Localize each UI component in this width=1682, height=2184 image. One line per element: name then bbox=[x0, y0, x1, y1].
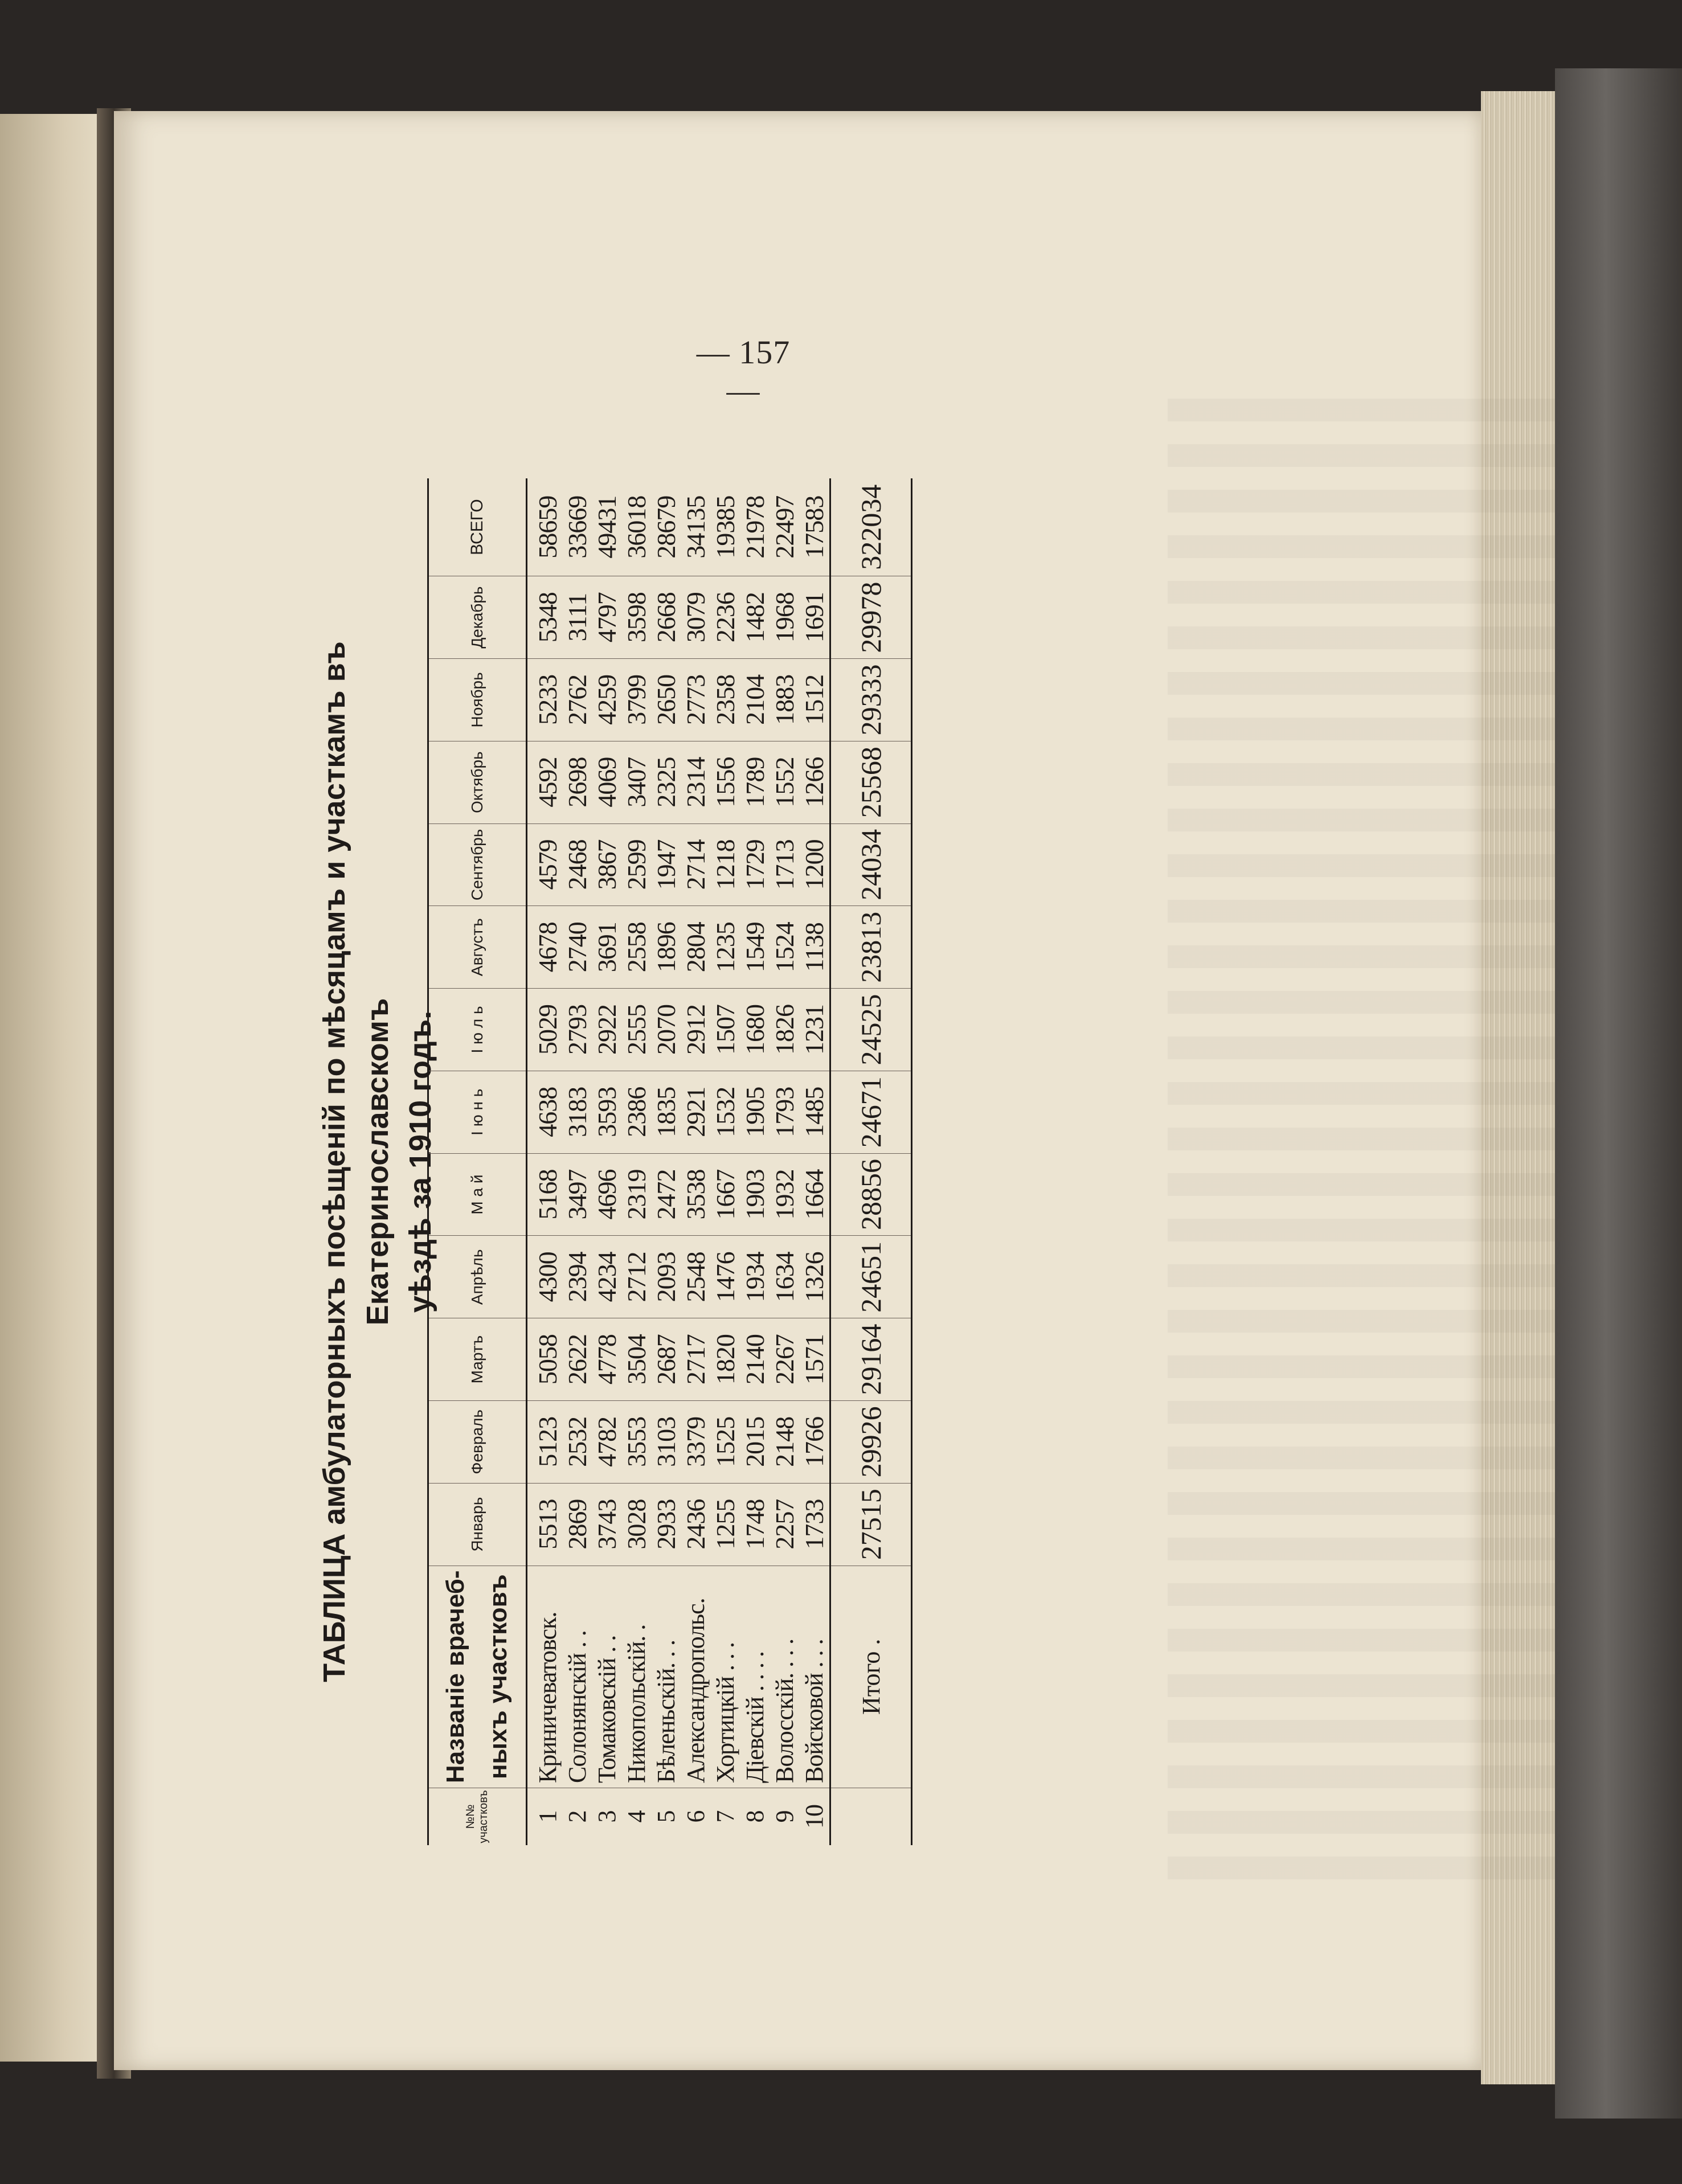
month-value-cell: 2558 bbox=[622, 906, 652, 989]
month-value-cell: 1947 bbox=[652, 823, 681, 906]
visits-table bbox=[427, 478, 912, 1845]
month-value-cell: 2015 bbox=[740, 1401, 770, 1484]
month-value-cell: 2687 bbox=[652, 1318, 681, 1401]
month-value-cell: 4696 bbox=[592, 1153, 622, 1236]
month-value-cell: 3593 bbox=[592, 1071, 622, 1153]
footer-cell: 29978 bbox=[830, 576, 912, 659]
table-row bbox=[592, 478, 622, 1845]
header-total: ВСЕГО bbox=[428, 478, 527, 576]
month-value-cell: 5348 bbox=[527, 576, 563, 659]
district-name-cell: Бѣленьскій. . . bbox=[652, 1566, 681, 1788]
month-value-cell: 2148 bbox=[770, 1401, 800, 1484]
footer-cell: 28856 bbox=[830, 1153, 912, 1236]
month-value-cell: 3111 bbox=[563, 576, 592, 659]
month-value-cell: 2933 bbox=[652, 1483, 681, 1566]
table-row bbox=[652, 478, 681, 1845]
footer-cell: 24034 bbox=[830, 823, 912, 906]
district-number-cell: 8 bbox=[740, 1788, 770, 1845]
rotated-table-block bbox=[313, 478, 1190, 1845]
footer-cell: 27515 bbox=[830, 1483, 912, 1566]
month-value-cell: 1532 bbox=[711, 1071, 740, 1153]
month-value-cell: 1968 bbox=[770, 576, 800, 659]
header-month: Ноябрь bbox=[428, 658, 527, 741]
month-value-cell: 3028 bbox=[622, 1483, 652, 1566]
table-row bbox=[681, 478, 711, 1845]
month-value-cell: 1512 bbox=[800, 658, 830, 741]
month-value-cell: 2793 bbox=[563, 989, 592, 1071]
month-value-cell: 1549 bbox=[740, 906, 770, 989]
month-value-cell: 2386 bbox=[622, 1071, 652, 1153]
book-cover-edge bbox=[1555, 68, 1682, 2119]
month-value-cell: 2257 bbox=[770, 1483, 800, 1566]
month-value-cell: 4638 bbox=[527, 1071, 563, 1153]
table-row bbox=[740, 478, 770, 1845]
district-number-cell: 5 bbox=[652, 1788, 681, 1845]
footer-cell: 29333 bbox=[830, 658, 912, 741]
month-value-cell: 2869 bbox=[563, 1483, 592, 1566]
row-total-cell: 21978 bbox=[740, 495, 770, 559]
month-value-cell: 2472 bbox=[652, 1153, 681, 1236]
month-value-cell: 4069 bbox=[592, 741, 622, 823]
district-number-cell: 9 bbox=[770, 1788, 800, 1845]
table-row bbox=[770, 478, 800, 1845]
table-row bbox=[527, 478, 563, 1845]
page-number: — 157— bbox=[696, 334, 791, 409]
footer-cell: 24525 bbox=[830, 989, 912, 1071]
month-value-cell: 2698 bbox=[563, 741, 592, 823]
district-number-cell: 7 bbox=[711, 1788, 740, 1845]
month-value-cell: 1524 bbox=[770, 906, 800, 989]
month-value-cell: 1680 bbox=[740, 989, 770, 1071]
district-number-cell: 3 bbox=[592, 1788, 622, 1845]
month-value-cell: 1766 bbox=[800, 1401, 830, 1484]
month-value-cell: 2394 bbox=[563, 1236, 592, 1318]
month-value-cell: 3103 bbox=[652, 1401, 681, 1484]
month-value-cell: 1748 bbox=[740, 1483, 770, 1566]
month-value-cell: 3079 bbox=[681, 576, 711, 659]
month-value-cell: 1485 bbox=[800, 1071, 830, 1153]
month-value-cell: 2740 bbox=[563, 906, 592, 989]
month-value-cell: 4782 bbox=[592, 1401, 622, 1484]
month-value-cell: 2548 bbox=[681, 1236, 711, 1318]
header-month: Октябрь bbox=[428, 741, 527, 823]
month-value-cell: 2319 bbox=[622, 1153, 652, 1236]
month-value-cell: 3504 bbox=[622, 1318, 652, 1401]
footer-cell: 29926 bbox=[830, 1401, 912, 1484]
month-value-cell: 1733 bbox=[800, 1483, 830, 1566]
month-value-cell: 1934 bbox=[740, 1236, 770, 1318]
table-title-line-1: ТАБЛИЦА амбулаторныхъ посѣщеній по мѣсяцамъ и участкамъ въ Екатеринославскомъ bbox=[317, 641, 395, 1682]
month-value-cell: 1664 bbox=[800, 1153, 830, 1236]
month-value-cell: 2712 bbox=[622, 1236, 652, 1318]
row-total-cell: 49431 bbox=[592, 495, 621, 559]
header-month: Январь bbox=[428, 1483, 527, 1566]
month-value-cell: 1789 bbox=[740, 741, 770, 823]
header-month: М а й bbox=[428, 1153, 527, 1236]
district-number-cell: 2 bbox=[563, 1788, 592, 1845]
month-value-cell: 1200 bbox=[800, 823, 830, 906]
table-title-line-2: уѣздѣ за 1910 годъ. bbox=[403, 1010, 438, 1313]
month-value-cell: 1826 bbox=[770, 989, 800, 1071]
month-value-cell: 1634 bbox=[770, 1236, 800, 1318]
month-value-cell: 4300 bbox=[527, 1236, 563, 1318]
district-number-cell: 6 bbox=[681, 1788, 711, 1845]
header-month: Февраль bbox=[428, 1401, 527, 1484]
row-total-cell: 22497 bbox=[770, 495, 799, 559]
month-value-cell: 3598 bbox=[622, 576, 652, 659]
month-value-cell: 2622 bbox=[563, 1318, 592, 1401]
month-value-cell: 1667 bbox=[711, 1153, 740, 1236]
month-value-cell: 5029 bbox=[527, 989, 563, 1071]
month-value-cell: 2358 bbox=[711, 658, 740, 741]
header-district-name-line-1: Названіе врачеб- bbox=[441, 1570, 470, 1784]
month-value-cell: 2668 bbox=[652, 576, 681, 659]
month-value-cell: 2599 bbox=[622, 823, 652, 906]
month-value-cell: 4797 bbox=[592, 576, 622, 659]
district-number-cell: 10 bbox=[800, 1788, 830, 1845]
month-value-cell: 1255 bbox=[711, 1483, 740, 1566]
month-value-cell: 1476 bbox=[711, 1236, 740, 1318]
month-value-cell: 1793 bbox=[770, 1071, 800, 1153]
footer-cell: 23813 bbox=[830, 906, 912, 989]
footer-label: Итого . bbox=[830, 1566, 912, 1788]
table-row bbox=[622, 478, 652, 1845]
row-total-cell: 19385 bbox=[711, 495, 740, 559]
month-value-cell: 2104 bbox=[740, 658, 770, 741]
table-row bbox=[711, 478, 740, 1845]
footer-blank-cell bbox=[830, 1788, 912, 1845]
bleed-through bbox=[1168, 399, 1566, 1879]
month-value-cell: 1507 bbox=[711, 989, 740, 1071]
month-value-cell: 1905 bbox=[740, 1071, 770, 1153]
month-value-cell: 2762 bbox=[563, 658, 592, 741]
month-value-cell: 1218 bbox=[711, 823, 740, 906]
month-value-cell: 4234 bbox=[592, 1236, 622, 1318]
footer-grand-total: 322034 bbox=[830, 478, 912, 576]
month-value-cell: 3379 bbox=[681, 1401, 711, 1484]
month-value-cell: 5058 bbox=[527, 1318, 563, 1401]
header-district-name bbox=[428, 1566, 527, 1788]
month-value-cell: 4259 bbox=[592, 658, 622, 741]
month-value-cell: 1326 bbox=[800, 1236, 830, 1318]
month-value-cell: 2650 bbox=[652, 658, 681, 741]
month-value-cell: 2717 bbox=[681, 1318, 711, 1401]
month-value-cell: 3183 bbox=[563, 1071, 592, 1153]
month-value-cell: 3538 bbox=[681, 1153, 711, 1236]
header-month: Мартъ bbox=[428, 1318, 527, 1401]
month-value-cell: 1235 bbox=[711, 906, 740, 989]
header-month: Сентябрь bbox=[428, 823, 527, 906]
month-value-cell: 5233 bbox=[527, 658, 563, 741]
month-value-cell: 2804 bbox=[681, 906, 711, 989]
district-name-cell: Діевскій . . . . bbox=[740, 1566, 770, 1788]
month-value-cell: 2921 bbox=[681, 1071, 711, 1153]
district-name-cell: Хортицкій . . . bbox=[711, 1566, 740, 1788]
header-month: Августъ bbox=[428, 906, 527, 989]
month-value-cell: 2267 bbox=[770, 1318, 800, 1401]
month-value-cell: 2555 bbox=[622, 989, 652, 1071]
district-name-cell: Криничеватовск. bbox=[527, 1566, 563, 1788]
month-value-cell: 2436 bbox=[681, 1483, 711, 1566]
month-value-cell: 3867 bbox=[592, 823, 622, 906]
footer-cell: 25568 bbox=[830, 741, 912, 823]
month-value-cell: 1571 bbox=[800, 1318, 830, 1401]
header-row bbox=[428, 478, 527, 1845]
row-total-cell: 28679 bbox=[652, 495, 681, 559]
district-number-cell: 1 bbox=[527, 1788, 563, 1845]
row-total-cell: 58659 bbox=[533, 495, 562, 559]
month-value-cell: 1691 bbox=[800, 576, 830, 659]
footer-cell: 29164 bbox=[830, 1318, 912, 1401]
month-value-cell: 3497 bbox=[563, 1153, 592, 1236]
month-value-cell: 2070 bbox=[652, 989, 681, 1071]
month-value-cell: 4678 bbox=[527, 906, 563, 989]
row-total-cell: 33669 bbox=[563, 495, 592, 559]
month-value-cell: 1896 bbox=[652, 906, 681, 989]
table-title bbox=[313, 478, 443, 1845]
month-value-cell: 2922 bbox=[592, 989, 622, 1071]
header-month: Апрѣль bbox=[428, 1236, 527, 1318]
header-district-name-line-2: ныхъ участковъ bbox=[484, 1574, 512, 1780]
month-value-cell: 1820 bbox=[711, 1318, 740, 1401]
month-value-cell: 1525 bbox=[711, 1401, 740, 1484]
month-value-cell: 2773 bbox=[681, 658, 711, 741]
month-value-cell: 2325 bbox=[652, 741, 681, 823]
month-value-cell: 1482 bbox=[740, 576, 770, 659]
district-name-cell: Томаковскій . . bbox=[592, 1566, 622, 1788]
footer-cell: 24671 bbox=[830, 1071, 912, 1153]
month-value-cell: 2532 bbox=[563, 1401, 592, 1484]
month-value-cell: 2468 bbox=[563, 823, 592, 906]
table-row bbox=[800, 478, 830, 1845]
month-value-cell: 5168 bbox=[527, 1153, 563, 1236]
district-name-cell: Никопольскій. . bbox=[622, 1566, 652, 1788]
district-number-cell: 4 bbox=[622, 1788, 652, 1845]
header-district-number: №№ участковъ bbox=[428, 1788, 527, 1845]
month-value-cell: 3799 bbox=[622, 658, 652, 741]
month-value-cell: 2140 bbox=[740, 1318, 770, 1401]
month-value-cell: 4778 bbox=[592, 1318, 622, 1401]
month-value-cell: 1266 bbox=[800, 741, 830, 823]
month-value-cell: 2714 bbox=[681, 823, 711, 906]
row-total-cell: 17583 bbox=[800, 495, 829, 559]
month-value-cell: 4592 bbox=[527, 741, 563, 823]
month-value-cell: 3407 bbox=[622, 741, 652, 823]
month-value-cell: 1231 bbox=[800, 989, 830, 1071]
district-name-cell: Волосскій. . . . bbox=[770, 1566, 800, 1788]
month-value-cell: 2236 bbox=[711, 576, 740, 659]
month-value-cell: 2912 bbox=[681, 989, 711, 1071]
header-month: Декабрь bbox=[428, 576, 527, 659]
month-value-cell: 3553 bbox=[622, 1401, 652, 1484]
month-value-cell: 5123 bbox=[527, 1401, 563, 1484]
footer-cell: 24651 bbox=[830, 1236, 912, 1318]
row-total-cell: 36018 bbox=[622, 495, 651, 559]
visits-table-wrap bbox=[427, 478, 912, 1845]
left-page-edge bbox=[0, 114, 108, 2062]
month-value-cell: 3743 bbox=[592, 1483, 622, 1566]
month-value-cell: 1932 bbox=[770, 1153, 800, 1236]
month-value-cell: 4579 bbox=[527, 823, 563, 906]
month-value-cell: 1835 bbox=[652, 1071, 681, 1153]
month-value-cell: 1713 bbox=[770, 823, 800, 906]
month-value-cell: 2314 bbox=[681, 741, 711, 823]
footer-row bbox=[830, 478, 912, 1845]
month-value-cell: 5513 bbox=[527, 1483, 563, 1566]
month-value-cell: 1552 bbox=[770, 741, 800, 823]
header-month: І ю н ь bbox=[428, 1071, 527, 1153]
table-body bbox=[527, 478, 830, 1845]
district-name-cell: Войсковой . . . bbox=[800, 1566, 830, 1788]
month-value-cell: 1556 bbox=[711, 741, 740, 823]
row-total-cell: 34135 bbox=[681, 495, 710, 559]
month-value-cell: 1729 bbox=[740, 823, 770, 906]
month-value-cell: 1883 bbox=[770, 658, 800, 741]
month-value-cell: 3691 bbox=[592, 906, 622, 989]
table-row bbox=[563, 478, 592, 1845]
district-name-cell: Солонянскій . . bbox=[563, 1566, 592, 1788]
month-value-cell: 1138 bbox=[800, 906, 830, 989]
district-name-cell: Александропольс. bbox=[681, 1566, 711, 1788]
header-month: І ю л ь bbox=[428, 989, 527, 1071]
month-value-cell: 1903 bbox=[740, 1153, 770, 1236]
month-value-cell: 2093 bbox=[652, 1236, 681, 1318]
